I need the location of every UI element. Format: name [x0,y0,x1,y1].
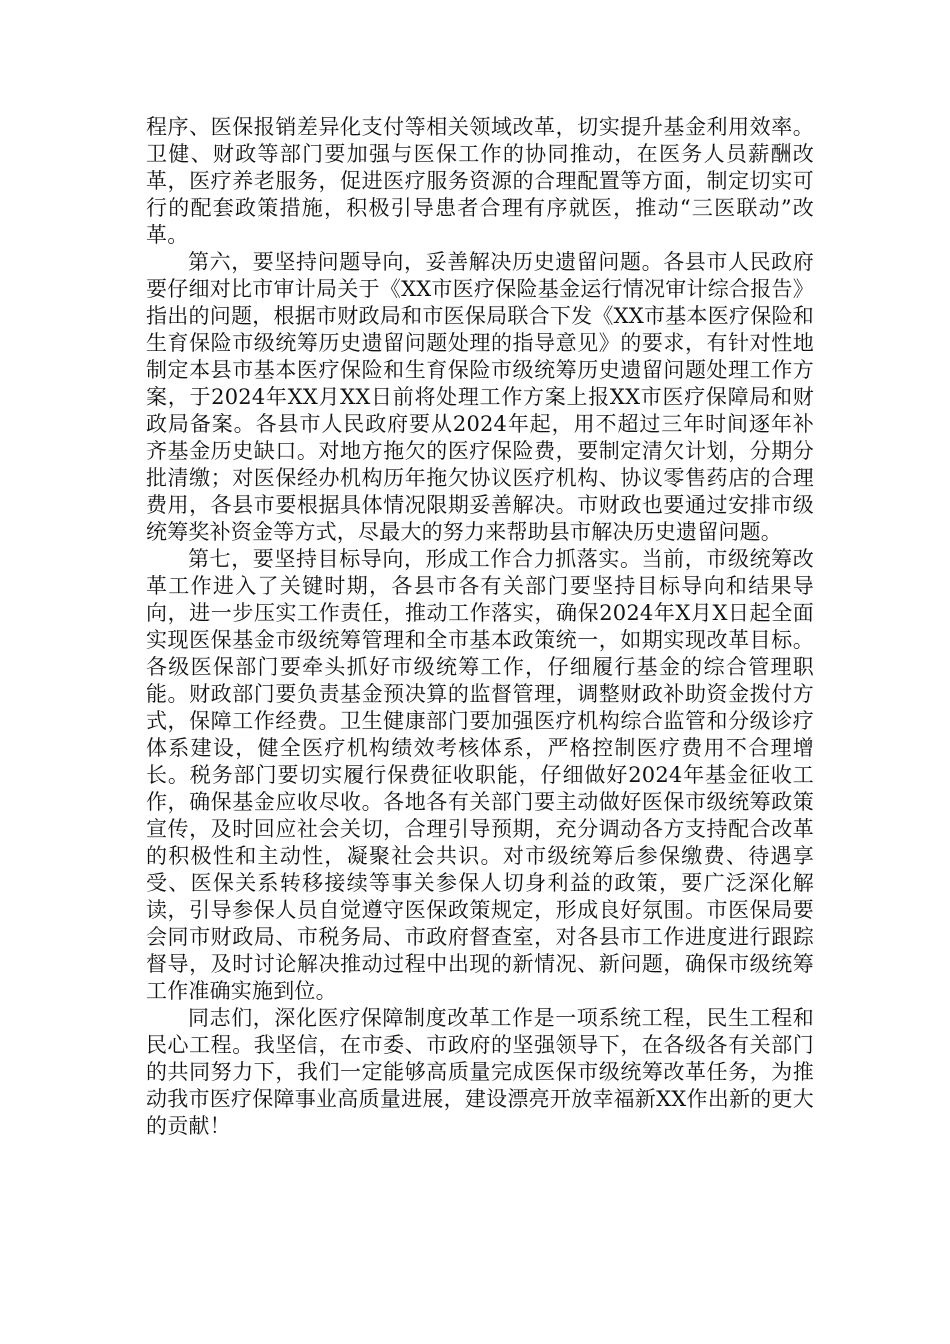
paragraph-goal-orientation: 第七，要坚持目标导向，形成工作合力抓落实。当前，市级统筹改革工作进入了关键时期，各县市各有关部门要坚持目标导向和结果导向，进一步压实工作责任，推动工作落实，确保2024年X月X日起全面实现医保基金市级统筹管理和全市基本政策统一，如期实现改革目标。各级医保部门要牵头抓好市级统筹工作，仔细履行基金的综合管理职能。财政部门要负责基金预决算的监督管理，调整财政补助资金拨付方式，保障工作经费。卫生健康部门要加强医疗机构综合监管和分级诊疗体系建设，健全医疗机构绩效考核体系，严格控制医疗费用不合理增长。税务部门要切实履行保费征收职能，仔细做好2024年基金征收工作，确保基金应收尽收。各地各有关部门要主动做好医保市级统筹政策宣传，及时回应社会关切，合理引导预期，充分调动各方支持配合改革的积极性和主动性，凝聚社会共识。对市级统筹后参保缴费、待遇享受、医保关系转移接续等事关参保人切身利益的政策，要广泛深化解读，引导参保人员自觉遵守医保政策规定，形成良好氛围。市医保局要会同市财政局、市税务局、市政府督查室，对各县市工作进度进行跟踪督导，及时讨论解决推动过程中出现的新情况、新问题，确保市级统筹工作准确实施到位。 [146,547,814,1003]
paragraph-closing-remarks: 同志们，深化医疗保障制度改革工作是一项系统工程，民生工程和民心工程。我坚信，在市委、市政府的坚强领导下，在各级各有关部门的共同努力下，我们一定能够高质量完成医保市级统筹改革任务，为推动我市医疗保障事业高质量进展，建设漂亮开放幸福新XX作出新的更大的贡献！ [146,1006,814,1138]
paragraph-historical-issues: 第六，要坚持问题导向，妥善解决历史遗留问题。各县市人民政府要仔细对比市审计局关于《XX市医疗保险基金运行情况审计综合报告》指出的问题，根据市财政局和市医保局联合下发《XX市基本医疗保险和生育保险市级统筹历史遗留问题处理的指导意见》的要求，有针对性地制定本县市基本医疗保险和生育保险市级统筹历史遗留问题处理工作方案，于2024年XX月XX日前将处理工作方案上报XX市医疗保障局和财政局备案。各县市人民政府要从2024年起，用不超过三年时间逐年补齐基金历史缺口。对地方拖欠的医疗保险费，要制定清欠计划，分期分批清缴；对医保经办机构历年拖欠协议医疗机构、协议零售药店的合理费用，各县市要根据具体情况限期妥善解决。市财政也要通过安排市级统筹奖补资金等方式，尽最大的努力来帮助县市解决历史遗留问题。 [146,250,814,544]
paragraph-reform-coordination: 程序、医保报销差异化支付等相关领域改革，切实提升基金利用效率。卫健、财政等部门要加强与医保工作的协同推动，在医务人员薪酬改革，医疗养老服务，促进医疗服务资源的合理配置等方面，制定切实可行的配套政策措施，积极引导患者合理有序就医，推动“三医联动”改革。 [146,115,814,247]
document-body [146,114,814,1140]
